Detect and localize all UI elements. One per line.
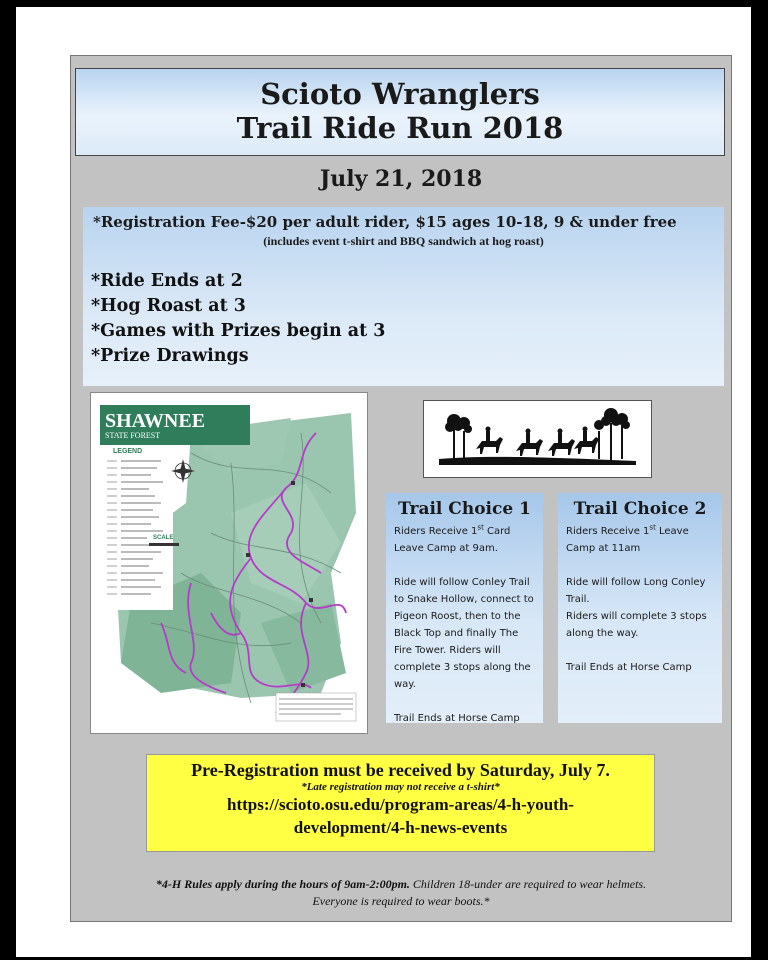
trail-2-end: Trail Ends at Horse Camp bbox=[566, 662, 692, 673]
info-box bbox=[83, 207, 724, 386]
trail-2-start-text-rest: Leave Camp at 11am bbox=[566, 526, 689, 554]
trail-2-start-text: Riders Receive 1 bbox=[566, 526, 650, 537]
page bbox=[16, 7, 751, 957]
trail-1-start-text: Riders Receive 1 bbox=[394, 526, 478, 537]
forest-map bbox=[90, 392, 368, 734]
riders-image bbox=[424, 401, 651, 477]
title-line-2: Trail Ride Run 2018 bbox=[236, 111, 564, 145]
flyer bbox=[70, 55, 732, 922]
trail-2-start bbox=[566, 523, 715, 557]
preregistration-deadline: Pre-Registration must be received by Saturday, July 7. bbox=[191, 760, 610, 780]
trail-choice-2-heading: Trail Choice 2 bbox=[573, 499, 707, 519]
trail-choice-2-card bbox=[558, 493, 722, 723]
trail-1-route: Ride will follow Conley Trail to Snake Hollow, connect to Pigeon Roost, then to the Black Top and finally The Fire Tower. Riders will complete 3 stops along the way. bbox=[394, 577, 534, 690]
map-title: SHAWNEE bbox=[105, 410, 206, 432]
bullet-item: *Prize Drawings bbox=[91, 346, 249, 366]
rules-line-2: Everyone is required to wear boots.* bbox=[312, 894, 490, 908]
title-banner bbox=[75, 68, 725, 156]
registration-url-line-2: development/4-h-news-events bbox=[293, 818, 508, 837]
trail-choice-1-body bbox=[386, 519, 543, 727]
bullet-item: *Games with Prizes begin at 3 bbox=[91, 321, 386, 341]
bullet-item: *Hog Roast at 3 bbox=[91, 296, 246, 316]
rules-helmets: Children 18-under are required to wear helmets. bbox=[409, 877, 647, 891]
bullet-item: *Ride Ends at 2 bbox=[91, 271, 243, 291]
map-scale-label: SCALE bbox=[153, 535, 174, 541]
map-subtitle: STATE FOREST bbox=[105, 431, 161, 440]
fee-note: (includes event t-shirt and BBQ sandwich at hog roast) bbox=[263, 234, 544, 248]
registration-fee: *Registration Fee-$20 per adult rider, $15 ages 10-18, 9 & under free bbox=[93, 213, 677, 231]
trail-2-route: Ride will follow Long Conley Trail. bbox=[566, 577, 706, 605]
trail-2-start-sup: st bbox=[649, 523, 656, 532]
rules-line-1 bbox=[71, 876, 731, 893]
map-legend-title: LEGEND bbox=[113, 448, 143, 455]
trail-choice-2-body bbox=[558, 519, 722, 676]
trail-1-end: Trail Ends at Horse Camp bbox=[394, 713, 520, 724]
event-bullets bbox=[91, 269, 385, 369]
trail-1-start bbox=[394, 523, 536, 557]
trail-choice-1-heading: Trail Choice 1 bbox=[398, 499, 531, 519]
event-date: July 21, 2018 bbox=[319, 166, 483, 192]
trail-choice-1-card bbox=[386, 493, 543, 723]
map-image bbox=[91, 393, 367, 733]
trail-1-start-text-rest: Card Leave Camp at 9am. bbox=[394, 526, 511, 554]
registration-url-line-1: https://scioto.osu.edu/program-areas/4-h-youth- bbox=[227, 795, 574, 814]
preregistration-box bbox=[146, 754, 655, 852]
rules-hours: *4-H Rules apply during the hours of 9am-2:00pm. bbox=[155, 877, 410, 891]
horse-riders-silhouette bbox=[423, 400, 652, 478]
trail-1-start-sup: st bbox=[477, 523, 484, 532]
late-registration-note: *Late registration may not receive a t-shirt* bbox=[301, 781, 500, 793]
trail-2-stops: Riders will complete 3 stops along the way. bbox=[566, 611, 707, 639]
rules-note bbox=[71, 876, 731, 910]
title-line-1: Scioto Wranglers bbox=[260, 77, 540, 111]
